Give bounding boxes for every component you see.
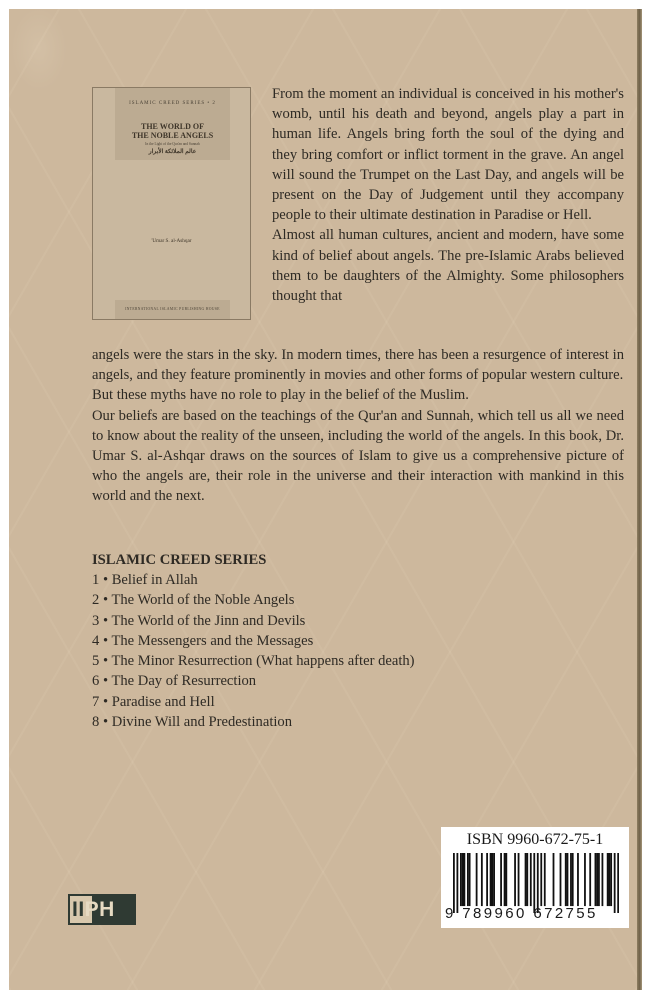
barcode-bar <box>456 853 458 913</box>
spine-edge <box>637 9 642 990</box>
barcode-bar <box>491 853 493 906</box>
thumbnail-publisher: INTERNATIONAL ISLAMIC PUBLISHING HOUSE <box>115 300 230 319</box>
cover-thumbnail <box>92 87 251 320</box>
blurb-paragraph-2-end: angels were the stars in the sky. In modern times, there has been a resurgence of interest in angels, and they feature prominently in movies and other forms of popular western culture. <box>92 347 624 384</box>
blurb-paragraph-3: But these myths have no role to play in the belief of the Muslim. <box>92 387 469 404</box>
barcode-bar <box>544 853 546 906</box>
isbn-label: ISBN 9960-672-75-1 <box>466 831 604 848</box>
barcode-bar <box>577 853 579 906</box>
barcode-bar <box>584 853 586 906</box>
barcode-bar <box>490 853 492 906</box>
barcode-bar <box>453 853 455 913</box>
series-item: 4 • The Messengers and the Messages <box>92 632 314 649</box>
barcode-bar <box>598 853 600 906</box>
barcode-bar <box>463 853 465 906</box>
blurb-full-width <box>92 345 624 507</box>
series-item: 8 • Divine Will and Predestination <box>92 714 293 731</box>
barcode-bar <box>526 853 528 906</box>
barcode-digits: 9 789960 672755 <box>445 905 598 922</box>
barcode-bar <box>537 853 539 913</box>
barcode-bar <box>505 853 507 906</box>
barcode-bar <box>570 853 572 906</box>
barcode-bar <box>540 853 542 906</box>
series-item: 6 • The Day of Resurrection <box>92 673 257 690</box>
barcode-bar <box>530 853 532 906</box>
barcode-bar <box>467 853 469 906</box>
barcode-bar <box>614 853 616 913</box>
logo-text-ii: II <box>72 898 85 921</box>
barcode-bar <box>476 853 478 906</box>
barcode-bar <box>462 853 464 906</box>
thumbnail-series-label: ISLAMIC CREED SERIES • 2 <box>129 101 216 106</box>
series-item: 1 • Belief in Allah <box>92 572 198 588</box>
thumbnail-subtitle: In the Light of the Qur'an and Sunnah <box>145 142 200 146</box>
barcode-bar <box>481 853 483 906</box>
barcode-bar <box>602 853 604 906</box>
barcode-bar <box>596 853 598 906</box>
series-heading: ISLAMIC CREED SERIES <box>92 552 267 568</box>
blurb-paragraph-4: Our beliefs are based on the teachings of the Qur'an and Sunnah, which tell us all we need to know about the reality of the unseen, including the world of the angels. In this book, Dr. Umar S. al-Ashqar draws on the sources of Islam to give us a comprehensive picture of who the angels are, their role in the universe and their interaction with mankind in this world and the next. <box>92 407 624 505</box>
blurb-paragraph-2-start: Almost all human cultures, ancient and modern, have some kind of belief about angels. The pre-Islamic Arabs believed them to be daughters of the Almighty. Some philosophers thought that <box>272 227 624 305</box>
barcode-bar <box>609 853 611 906</box>
barcode-bar <box>567 853 569 906</box>
barcode-bar <box>469 853 471 906</box>
barcode-bar <box>493 853 495 906</box>
thumbnail-title <box>115 122 230 140</box>
logo-text-ph: PH <box>84 898 115 921</box>
series-item: 7 • Paradise and Hell <box>92 693 215 710</box>
barcode-bar <box>514 853 516 906</box>
blurb-right-column <box>272 84 624 306</box>
thumbnail-title-panel <box>115 88 230 160</box>
series-item: 3 • The World of the Jinn and Devils <box>92 612 306 629</box>
barcode-bar <box>607 853 609 906</box>
series-item: 5 • The Minor Resurrection (What happens after death) <box>92 653 415 670</box>
barcode-icon <box>453 853 619 913</box>
barcode-bar <box>486 853 488 906</box>
barcode-bar <box>504 853 506 906</box>
blurb-paragraph-1: From the moment an individual is conceived in his mother's womb, until his death and beyond, angels play a part in human life. Angels bring forth the soul of the dying and they bring comfort or inflict torment in the grave. An angel will sound the Trumpet on the Last Day, and angels will be present on the Day of Judgement until they accompany people to their ultimate destination in Paradise or Hell. <box>272 86 624 224</box>
logo-text <box>72 898 115 921</box>
publisher-logo <box>68 894 136 925</box>
barcode-bar <box>572 853 574 906</box>
barcode-bar <box>500 853 502 906</box>
isbn-barcode-box <box>441 827 629 928</box>
barcode-bar <box>533 853 535 913</box>
series-list <box>92 570 415 732</box>
barcode-bar <box>610 853 612 906</box>
barcode-bar <box>460 853 462 906</box>
barcode-bar <box>589 853 591 906</box>
barcode-bar <box>617 853 619 913</box>
thumbnail-title-line-1: THE WORLD OF <box>141 122 204 131</box>
barcode-bar <box>553 853 555 906</box>
barcode-bar <box>560 853 562 906</box>
barcode-bar <box>595 853 597 906</box>
barcode-bar <box>518 853 520 906</box>
series-item: 2 • The World of the Noble Angels <box>92 592 295 609</box>
thumbnail-arabic-title: عالم الملائكة الأبرار <box>148 149 197 155</box>
thumbnail-author: 'Umar S. al-Ashqar <box>151 238 192 244</box>
barcode-bar <box>565 853 567 906</box>
thumbnail-title-line-2: THE NOBLE ANGELS <box>131 131 214 140</box>
barcode-bar <box>525 853 527 906</box>
